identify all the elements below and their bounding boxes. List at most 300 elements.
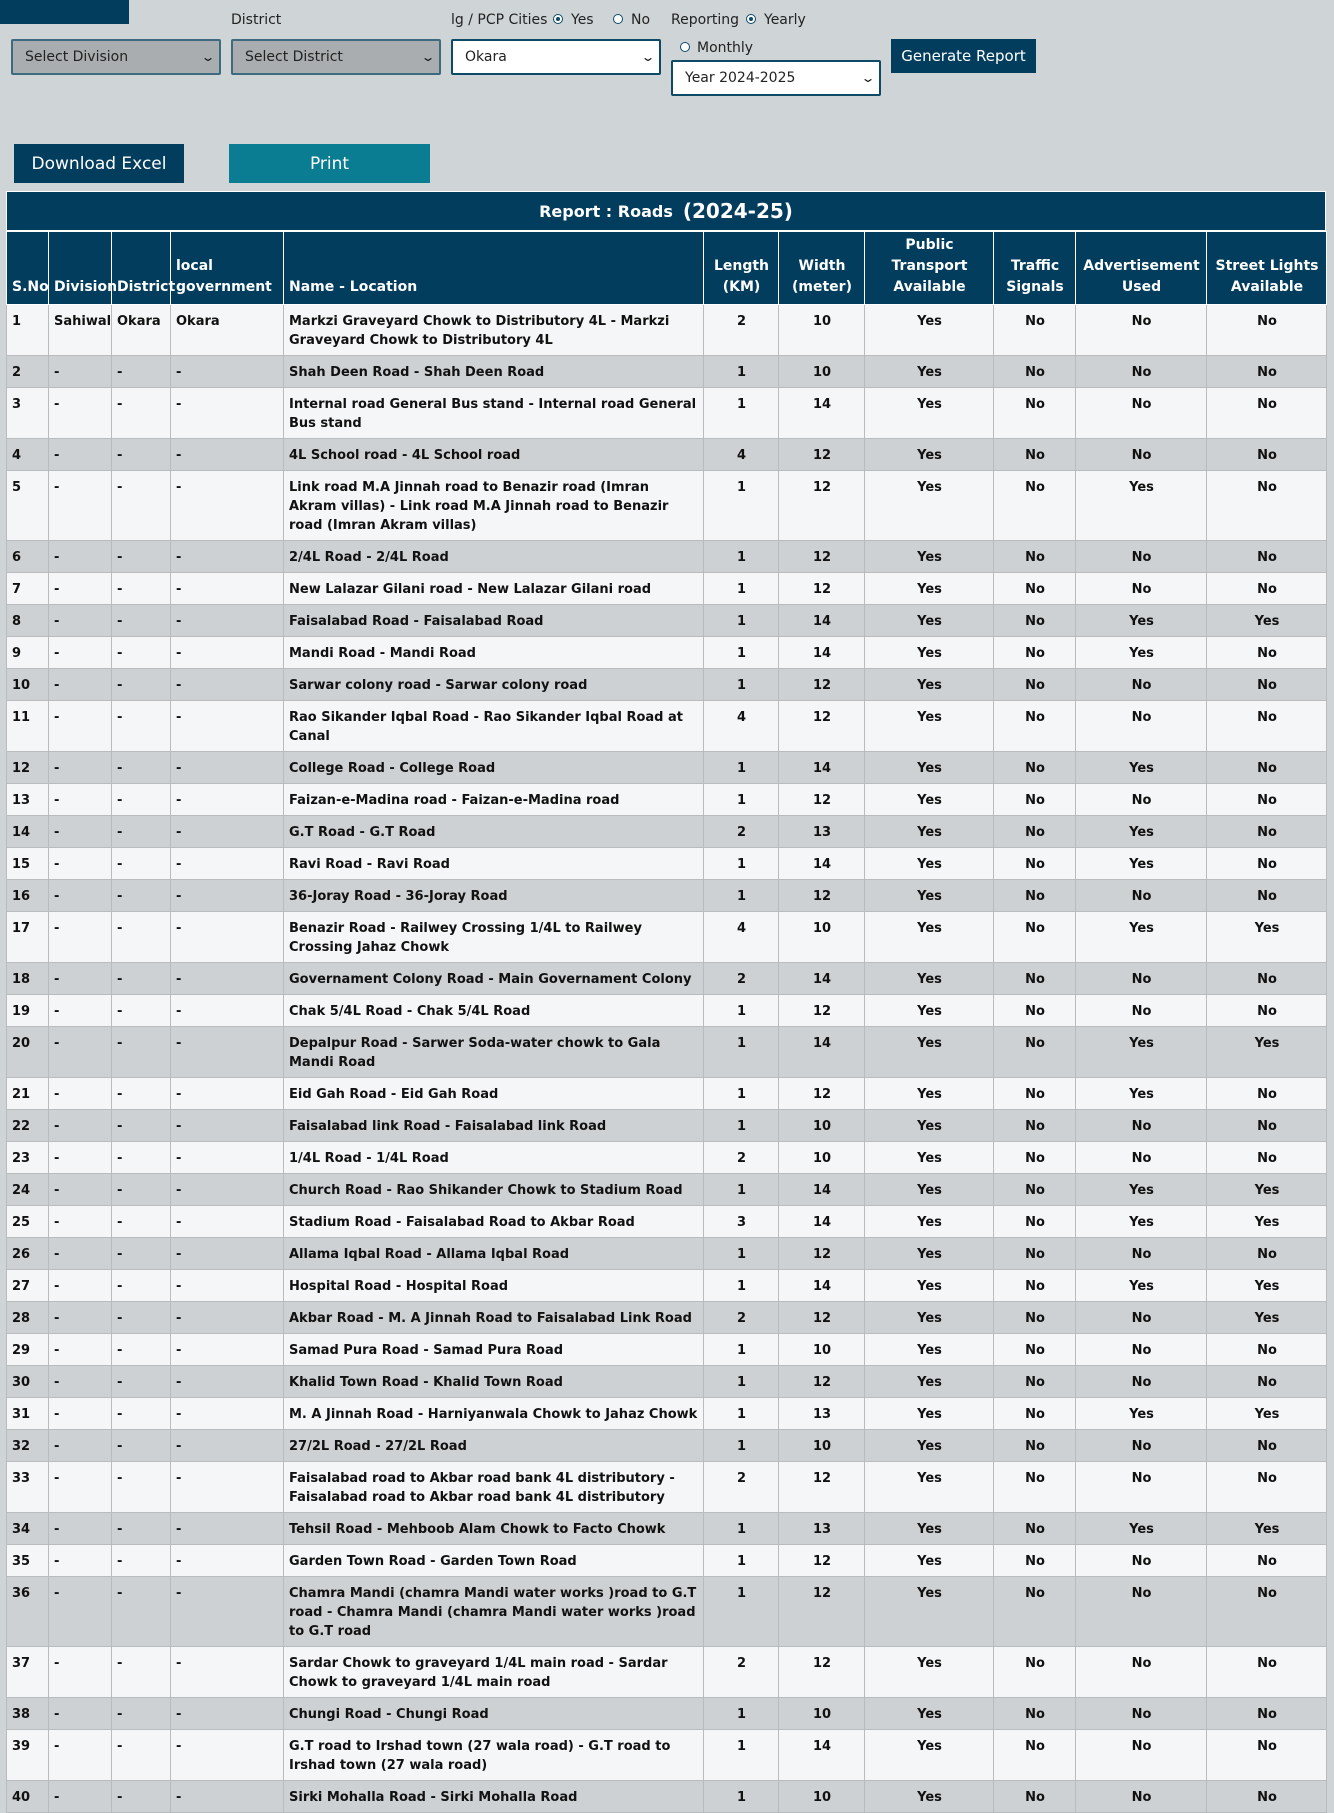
cell-length: 1 (704, 752, 779, 784)
cell-public-transport: Yes (865, 1110, 994, 1142)
cell-traffic-signals: No (994, 848, 1076, 880)
cell-street-lights: No (1207, 1545, 1327, 1577)
cell-sno: 38 (7, 1698, 49, 1730)
cell-width: 12 (779, 541, 865, 573)
cell-traffic-signals: No (994, 880, 1076, 912)
cell-width: 10 (779, 1430, 865, 1462)
cell-division: - (49, 995, 112, 1027)
district-select[interactable] (231, 39, 441, 75)
cell-local-government: - (171, 1430, 284, 1462)
cell-district: - (112, 1334, 171, 1366)
cell-width: 14 (779, 848, 865, 880)
cell-district: - (112, 439, 171, 471)
cell-width: 12 (779, 1366, 865, 1398)
cell-street-lights: No (1207, 1577, 1327, 1647)
cell-public-transport: Yes (865, 471, 994, 541)
cell-street-lights: No (1207, 1781, 1327, 1813)
cell-public-transport: Yes (865, 784, 994, 816)
col-public-transport: Public Transport Available (865, 232, 994, 305)
cell-width: 12 (779, 1078, 865, 1110)
cell-width: 14 (779, 1730, 865, 1781)
city-select[interactable] (451, 39, 661, 75)
cell-advertisement: No (1076, 1698, 1207, 1730)
cell-local-government: - (171, 1206, 284, 1238)
cell-sno: 27 (7, 1270, 49, 1302)
cell-width: 12 (779, 471, 865, 541)
cell-width: 12 (779, 1462, 865, 1513)
cell-local-government: - (171, 1270, 284, 1302)
cell-local-government: - (171, 439, 284, 471)
cell-division: - (49, 1730, 112, 1781)
cell-length: 1 (704, 541, 779, 573)
cell-width: 12 (779, 1238, 865, 1270)
cell-traffic-signals: No (994, 1730, 1076, 1781)
cell-local-government: - (171, 356, 284, 388)
cell-street-lights: Yes (1207, 1513, 1327, 1545)
cell-length: 4 (704, 912, 779, 963)
col-advertisement: Advertisement Used (1076, 232, 1207, 305)
cell-street-lights: No (1207, 1334, 1327, 1366)
cell-street-lights: Yes (1207, 1174, 1327, 1206)
cell-district: - (112, 1398, 171, 1430)
cell-traffic-signals: No (994, 1238, 1076, 1270)
table-row (7, 1238, 1327, 1270)
cell-sno: 9 (7, 637, 49, 669)
cell-division: - (49, 439, 112, 471)
cell-advertisement: No (1076, 305, 1207, 356)
cell-length: 1 (704, 1270, 779, 1302)
table-row (7, 963, 1327, 995)
cell-traffic-signals: No (994, 471, 1076, 541)
col-street-lights: Street Lights Available (1207, 232, 1327, 305)
cell-name-location: Chungi Road - Chungi Road (284, 1698, 704, 1730)
table-row (7, 880, 1327, 912)
cell-traffic-signals: No (994, 605, 1076, 637)
cell-division: - (49, 701, 112, 752)
cell-traffic-signals: No (994, 1577, 1076, 1647)
cell-sno: 19 (7, 995, 49, 1027)
cell-name-location: G.T road to Irshad town (27 wala road) - G.T road to Irshad town (27 wala road) (284, 1730, 704, 1781)
cell-public-transport: Yes (865, 1206, 994, 1238)
cell-length: 1 (704, 1730, 779, 1781)
cell-length: 1 (704, 669, 779, 701)
cell-district: - (112, 1142, 171, 1174)
cell-name-location: Stadium Road - Faisalabad Road to Akbar Road (284, 1206, 704, 1238)
cell-width: 13 (779, 1513, 865, 1545)
cell-name-location: Ravi Road - Ravi Road (284, 848, 704, 880)
cell-traffic-signals: No (994, 816, 1076, 848)
cell-public-transport: Yes (865, 1366, 994, 1398)
cell-district: - (112, 669, 171, 701)
year-select[interactable] (671, 60, 881, 96)
cell-public-transport: Yes (865, 1302, 994, 1334)
report-title (6, 191, 1326, 231)
cities-no-radio[interactable] (613, 14, 623, 24)
cell-division: - (49, 848, 112, 880)
cell-length: 1 (704, 1238, 779, 1270)
division-select[interactable] (11, 39, 221, 75)
city-select-value: Okara (465, 49, 507, 65)
table-row (7, 439, 1327, 471)
cell-sno: 4 (7, 439, 49, 471)
table-row (7, 1398, 1327, 1430)
cell-street-lights: No (1207, 963, 1327, 995)
cell-width: 10 (779, 1781, 865, 1813)
cell-length: 2 (704, 816, 779, 848)
cell-division: - (49, 880, 112, 912)
cell-length: 2 (704, 1302, 779, 1334)
cell-sno: 2 (7, 356, 49, 388)
cell-division: - (49, 1462, 112, 1513)
cell-district: - (112, 1366, 171, 1398)
cell-advertisement: Yes (1076, 752, 1207, 784)
cell-width: 14 (779, 605, 865, 637)
cell-traffic-signals: No (994, 1027, 1076, 1078)
cell-district: - (112, 1730, 171, 1781)
table-row (7, 1462, 1327, 1513)
cell-public-transport: Yes (865, 1398, 994, 1430)
col-traffic-signals: Traffic Signals (994, 232, 1076, 305)
cell-local-government: - (171, 701, 284, 752)
cell-public-transport: Yes (865, 1577, 994, 1647)
cell-street-lights: No (1207, 541, 1327, 573)
table-row (7, 752, 1327, 784)
cell-local-government: - (171, 1647, 284, 1698)
cell-width: 12 (779, 784, 865, 816)
cell-street-lights: No (1207, 573, 1327, 605)
cell-division: - (49, 1647, 112, 1698)
cell-local-government: - (171, 1334, 284, 1366)
cell-district: - (112, 1078, 171, 1110)
cell-advertisement: No (1076, 1238, 1207, 1270)
cell-division: - (49, 388, 112, 439)
cell-width: 12 (779, 1647, 865, 1698)
cell-division: - (49, 912, 112, 963)
cell-width: 12 (779, 995, 865, 1027)
cell-advertisement: No (1076, 1462, 1207, 1513)
cell-public-transport: Yes (865, 1462, 994, 1513)
cell-length: 1 (704, 356, 779, 388)
cell-width: 10 (779, 1142, 865, 1174)
cell-sno: 5 (7, 471, 49, 541)
cell-length: 1 (704, 784, 779, 816)
cell-length: 2 (704, 963, 779, 995)
cell-district: - (112, 816, 171, 848)
cell-traffic-signals: No (994, 388, 1076, 439)
cell-local-government: - (171, 1730, 284, 1781)
cell-public-transport: Yes (865, 637, 994, 669)
table-row (7, 669, 1327, 701)
cell-traffic-signals: No (994, 912, 1076, 963)
reporting-label: Reporting (671, 12, 740, 28)
cell-public-transport: Yes (865, 541, 994, 573)
cell-district: - (112, 1206, 171, 1238)
cell-advertisement: No (1076, 784, 1207, 816)
cell-width: 12 (779, 669, 865, 701)
monthly-radio[interactable] (680, 42, 690, 52)
table-row (7, 1270, 1327, 1302)
cell-division: - (49, 1698, 112, 1730)
cell-public-transport: Yes (865, 701, 994, 752)
cell-length: 1 (704, 1430, 779, 1462)
cell-name-location: Tehsil Road - Mehboob Alam Chowk to Facto Chowk (284, 1513, 704, 1545)
cell-width: 12 (779, 1577, 865, 1647)
cell-local-government: - (171, 1781, 284, 1813)
cell-advertisement: Yes (1076, 1398, 1207, 1430)
cell-name-location: Akbar Road - M. A Jinnah Road to Faisalabad Link Road (284, 1302, 704, 1334)
cell-district: Okara (112, 305, 171, 356)
cell-street-lights: No (1207, 784, 1327, 816)
cell-length: 1 (704, 1110, 779, 1142)
print-button[interactable]: Print (229, 144, 430, 183)
cell-district: - (112, 848, 171, 880)
cell-name-location: New Lalazar Gilani road - New Lalazar Gilani road (284, 573, 704, 605)
cell-width: 14 (779, 1027, 865, 1078)
cell-traffic-signals: No (994, 1513, 1076, 1545)
cell-length: 1 (704, 1577, 779, 1647)
cell-sno: 22 (7, 1110, 49, 1142)
col-length: Length (KM) (704, 232, 779, 305)
table-row (7, 1110, 1327, 1142)
cell-length: 1 (704, 1545, 779, 1577)
cell-street-lights: Yes (1207, 1206, 1327, 1238)
table-row (7, 1513, 1327, 1545)
cell-width: 12 (779, 573, 865, 605)
cell-sno: 36 (7, 1577, 49, 1647)
cell-public-transport: Yes (865, 848, 994, 880)
cell-public-transport: Yes (865, 305, 994, 356)
table-row (7, 701, 1327, 752)
cell-width: 10 (779, 356, 865, 388)
cell-advertisement: Yes (1076, 1027, 1207, 1078)
cell-sno: 24 (7, 1174, 49, 1206)
cell-street-lights: No (1207, 1238, 1327, 1270)
cities-yes-label: Yes (571, 12, 594, 28)
cell-local-government: - (171, 880, 284, 912)
cell-street-lights: No (1207, 816, 1327, 848)
cell-district: - (112, 1027, 171, 1078)
cell-local-government: - (171, 1545, 284, 1577)
cell-sno: 15 (7, 848, 49, 880)
cell-district: - (112, 784, 171, 816)
cell-district: - (112, 995, 171, 1027)
cell-width: 13 (779, 1398, 865, 1430)
cell-public-transport: Yes (865, 388, 994, 439)
cell-traffic-signals: No (994, 784, 1076, 816)
cell-sno: 16 (7, 880, 49, 912)
cell-sno: 12 (7, 752, 49, 784)
cell-length: 1 (704, 573, 779, 605)
table-row (7, 388, 1327, 439)
cell-advertisement: No (1076, 1302, 1207, 1334)
cell-street-lights: Yes (1207, 1302, 1327, 1334)
cell-street-lights: No (1207, 439, 1327, 471)
table-row (7, 1577, 1327, 1647)
cell-division: - (49, 784, 112, 816)
cell-length: 1 (704, 605, 779, 637)
report-year: (2024-25) (682, 199, 793, 223)
chevron-down-icon: ⌄ (420, 50, 436, 64)
cell-sno: 35 (7, 1545, 49, 1577)
cell-district: - (112, 388, 171, 439)
cell-public-transport: Yes (865, 1142, 994, 1174)
cell-width: 14 (779, 1174, 865, 1206)
cell-local-government: Okara (171, 305, 284, 356)
cell-advertisement: No (1076, 1730, 1207, 1781)
cell-street-lights: Yes (1207, 1270, 1327, 1302)
cell-district: - (112, 541, 171, 573)
cell-sno: 17 (7, 912, 49, 963)
cell-advertisement: No (1076, 1430, 1207, 1462)
cell-name-location: G.T Road - G.T Road (284, 816, 704, 848)
cell-length: 3 (704, 1206, 779, 1238)
cell-traffic-signals: No (994, 1781, 1076, 1813)
cell-district: - (112, 1270, 171, 1302)
cell-advertisement: No (1076, 541, 1207, 573)
cell-traffic-signals: No (994, 1078, 1076, 1110)
cell-division: - (49, 1366, 112, 1398)
cell-length: 1 (704, 388, 779, 439)
cell-name-location: Mandi Road - Mandi Road (284, 637, 704, 669)
cities-yes-radio[interactable] (553, 14, 563, 24)
cell-public-transport: Yes (865, 963, 994, 995)
cell-length: 1 (704, 637, 779, 669)
cell-sno: 25 (7, 1206, 49, 1238)
cell-district: - (112, 701, 171, 752)
cell-public-transport: Yes (865, 1545, 994, 1577)
cell-district: - (112, 573, 171, 605)
cell-traffic-signals: No (994, 1366, 1076, 1398)
cell-width: 14 (779, 963, 865, 995)
generate-report-button[interactable]: Generate Report (891, 39, 1036, 73)
cell-traffic-signals: No (994, 752, 1076, 784)
cell-name-location: 4L School road - 4L School road (284, 439, 704, 471)
cell-traffic-signals: No (994, 1398, 1076, 1430)
cell-public-transport: Yes (865, 356, 994, 388)
cell-street-lights: No (1207, 848, 1327, 880)
table-row (7, 784, 1327, 816)
cell-public-transport: Yes (865, 995, 994, 1027)
cell-division: - (49, 605, 112, 637)
cell-traffic-signals: No (994, 541, 1076, 573)
cell-name-location: Sardar Chowk to graveyard 1/4L main road - Sardar Chowk to graveyard 1/4L main road (284, 1647, 704, 1698)
cell-division: - (49, 541, 112, 573)
cell-local-government: - (171, 816, 284, 848)
table-row (7, 995, 1327, 1027)
yearly-radio[interactable] (746, 14, 756, 24)
cell-advertisement: No (1076, 1577, 1207, 1647)
cell-width: 12 (779, 880, 865, 912)
cell-width: 10 (779, 305, 865, 356)
cell-sno: 14 (7, 816, 49, 848)
cell-local-government: - (171, 1110, 284, 1142)
cell-public-transport: Yes (865, 816, 994, 848)
cell-public-transport: Yes (865, 912, 994, 963)
cell-length: 1 (704, 1698, 779, 1730)
yearly-label: Yearly (764, 12, 806, 28)
cell-width: 10 (779, 1334, 865, 1366)
cell-division: - (49, 1206, 112, 1238)
table-row (7, 1078, 1327, 1110)
cell-name-location: 27/2L Road - 27/2L Road (284, 1430, 704, 1462)
cell-width: 12 (779, 1302, 865, 1334)
table-row (7, 816, 1327, 848)
cell-district: - (112, 1462, 171, 1513)
cell-name-location: Faisalabad link Road - Faisalabad link Road (284, 1110, 704, 1142)
cell-street-lights: No (1207, 669, 1327, 701)
cell-district: - (112, 1545, 171, 1577)
cell-street-lights: Yes (1207, 1398, 1327, 1430)
cell-local-government: - (171, 1577, 284, 1647)
cell-width: 13 (779, 816, 865, 848)
cell-width: 10 (779, 1110, 865, 1142)
cell-traffic-signals: No (994, 1647, 1076, 1698)
table-row (7, 356, 1327, 388)
cell-sno: 34 (7, 1513, 49, 1545)
cell-traffic-signals: No (994, 1206, 1076, 1238)
table-row (7, 912, 1327, 963)
cell-local-government: - (171, 1366, 284, 1398)
roads-table (6, 231, 1327, 1813)
cell-district: - (112, 880, 171, 912)
cell-public-transport: Yes (865, 1270, 994, 1302)
cell-street-lights: Yes (1207, 1027, 1327, 1078)
cell-street-lights: No (1207, 1647, 1327, 1698)
table-row (7, 1302, 1327, 1334)
cell-street-lights: No (1207, 356, 1327, 388)
cell-local-government: - (171, 1142, 284, 1174)
cell-traffic-signals: No (994, 669, 1076, 701)
cell-sno: 37 (7, 1647, 49, 1698)
cell-name-location: Depalpur Road - Sarwer Soda-water chowk to Gala Mandi Road (284, 1027, 704, 1078)
cell-width: 14 (779, 637, 865, 669)
cell-traffic-signals: No (994, 637, 1076, 669)
cell-district: - (112, 1110, 171, 1142)
cell-district: - (112, 1647, 171, 1698)
cell-local-government: - (171, 1462, 284, 1513)
cell-street-lights: No (1207, 1078, 1327, 1110)
cell-traffic-signals: No (994, 1698, 1076, 1730)
download-excel-button[interactable]: Download Excel (14, 144, 184, 183)
cell-district: - (112, 1698, 171, 1730)
table-row (7, 1545, 1327, 1577)
cell-district: - (112, 1577, 171, 1647)
cell-district: - (112, 471, 171, 541)
cell-sno: 29 (7, 1334, 49, 1366)
cell-width: 14 (779, 1270, 865, 1302)
cell-name-location: Faisalabad Road - Faisalabad Road (284, 605, 704, 637)
chevron-down-icon: ⌄ (640, 50, 656, 64)
cell-length: 1 (704, 995, 779, 1027)
cell-public-transport: Yes (865, 1698, 994, 1730)
cell-sno: 6 (7, 541, 49, 573)
cell-width: 12 (779, 701, 865, 752)
cell-length: 1 (704, 1174, 779, 1206)
table-row (7, 605, 1327, 637)
table-row (7, 1142, 1327, 1174)
cell-district: - (112, 637, 171, 669)
cell-sno: 39 (7, 1730, 49, 1781)
cell-traffic-signals: No (994, 573, 1076, 605)
table-row (7, 1698, 1327, 1730)
cell-public-transport: Yes (865, 573, 994, 605)
cell-sno: 30 (7, 1366, 49, 1398)
cell-traffic-signals: No (994, 1545, 1076, 1577)
cell-division: - (49, 752, 112, 784)
cell-sno: 23 (7, 1142, 49, 1174)
cell-length: 1 (704, 848, 779, 880)
cell-width: 10 (779, 912, 865, 963)
